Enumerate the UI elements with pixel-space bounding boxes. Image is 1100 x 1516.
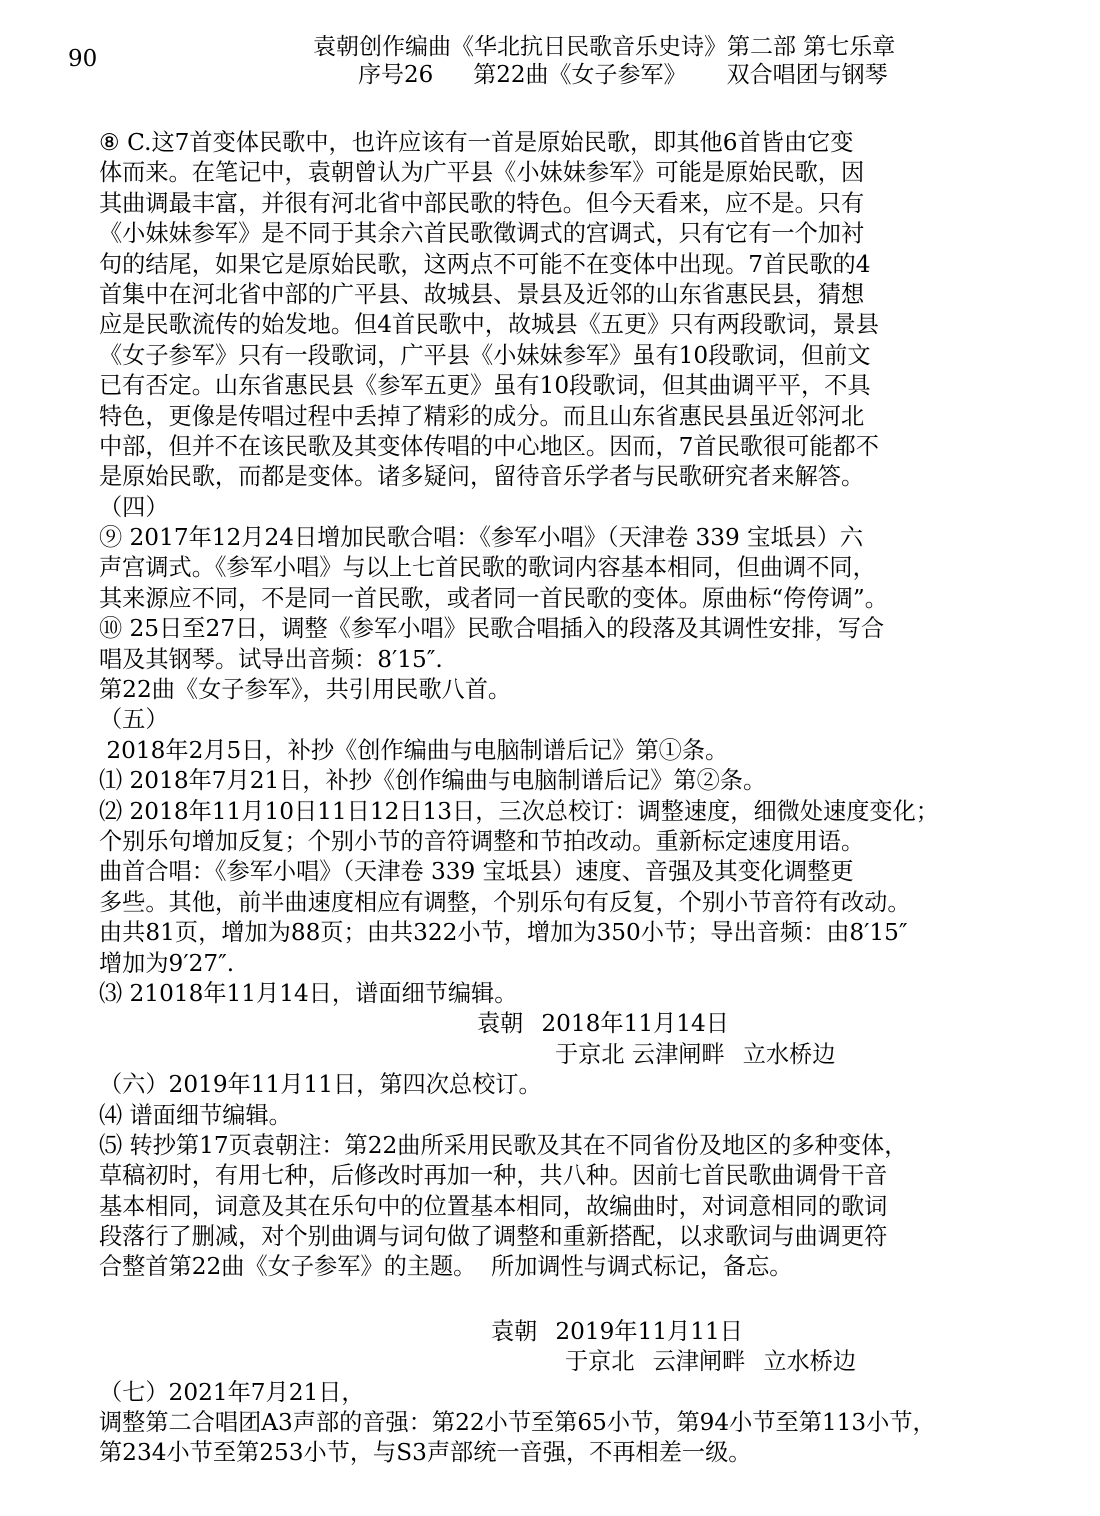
text-line: 个别乐句增加反复；个别小节的音符调整和节拍改动。重新标定速度用语。 [99,827,865,855]
signature-2 [99,1317,999,1347]
section-6 [99,1101,999,1283]
header-ensemble: 双合唱团与钢琴 [726,62,888,88]
section-7 [99,1408,999,1469]
text-line: ⑴ 2018年7月21日，补抄《创作编曲与电脑制谱后记》第②条。 [99,767,767,795]
text-line: 句的结尾，如果它是原始民歌，这两点不可能不在变体中出现。7首民歌的4 [99,250,871,278]
text-line: ⑩ 25日至27日，调整《参军小唱》民歌合唱插入的段落及其调性安排，写合 [99,615,885,643]
section-6-heading: （六）2019年11月11日，第四次总校订。 [99,1071,542,1099]
text-line: 体而来。在笔记中，袁朝曾认为广平县《小妹妹参军》可能是原始民歌，因 [99,159,865,187]
note-8 [99,128,999,493]
text-line: 2018年2月5日，补抄《创作编曲与电脑制谱后记》第①条。 [99,736,729,764]
text-line: ⑧ C.这7首变体民歌中，也许应该有一首是原始民歌，即其他6首皆由它变 [99,129,854,156]
text-line: ⑵ 2018年11月10日11日12日13日，三次总校订：调整速度，细微处速度变化； [99,797,939,825]
text-line: 应是民歌流传的始发地。但4首民歌中，故城县《五更》只有两段歌词，景县 [99,311,879,339]
text-line: 多些。其他，前半曲速度相应有调整，个别乐句有反复，个别小节音符有改动。 [99,888,911,916]
text-line: 声宫调式。《参军小唱》与以上七首民歌的歌词内容基本相同，但曲调不同， [99,554,876,582]
text-line: 唱及其钢琴。试导出音频：8′15″. [99,645,443,673]
section-5-heading: （五） [99,706,169,734]
text-line: 已有否定。山东省惠民县《参军五更》虽有10段歌词，但其曲调平平，不具 [99,372,871,400]
signature-name: 袁朝 [477,1010,524,1038]
note-10 [99,614,999,705]
text-line: 段落行了删减，对个别曲调与词句做了调整和重新搭配，以求歌词与曲调更符 [99,1223,888,1251]
text-line: ⑷ 谱面细节编辑。 [99,1101,292,1129]
header-subtitle [358,60,888,90]
text-line: 合整首第22曲《女子参军》的主题。 所加调性与调式标记，备忘。 [99,1253,793,1281]
page-number: 90 [68,46,98,72]
text-line: 特色，更像是传唱过程中丢掉了精彩的成分。而且山东省惠民县虽近邻河北 [99,402,865,430]
text-line: 曲首合唱：《参军小唱》（天津卷 339 宝坻县）速度、音强及其变化调整更 [99,858,854,886]
signature-place-2: 立水桥边 [742,1040,836,1068]
text-line: 调整第二合唱团A3声部的音强：第22小节至第65小节，第94小节至第113小节， [99,1409,936,1437]
text-line: 《女子参军》只有一段歌词，广平县《小妹妹参军》虽有10段歌词，但前文 [99,341,871,369]
text-line: 其来源应不同，不是同一首民歌，或者同一首民歌的变体。原曲标“侉侉调”。 [99,584,888,612]
text-line: ⑶ 21018年11月14日，谱面细节编辑。 [99,979,518,1007]
text-line: ⑨ 2017年12月24日增加民歌合唱：《参军小唱》（天津卷 339 宝坻县）六 [99,524,864,552]
text-line: 是原始民歌，而都是变体。诸多疑问，留待音乐学者与民歌研究者来解答。 [99,463,865,491]
header-piece: 第22曲《女子参军》 [473,62,687,88]
text-line: 中部，但并不在该民歌及其变体传唱的中心地区。因而，7首民歌很可能都不 [99,432,879,460]
text-line: 其曲调最丰富，并很有河北省中部民歌的特色。但今天看来，应不是。只有 [99,189,865,217]
text-line: 草稿初时，有用七种，后修改时再加一种，共八种。因前七首民歌曲调骨干音 [99,1162,888,1190]
text-line: 增加为9′27″. [99,949,235,977]
note-9 [99,523,999,614]
text-line: 第22曲《女子参军》，共引用民歌八首。 [99,676,512,704]
text-line: 基本相同，词意及其在乐句中的位置基本相同，故编曲时，对词意相同的歌词 [99,1192,888,1220]
signature-place: 于京北 [565,1348,635,1376]
signature-1-place [99,1040,999,1070]
signature-place: 于京北 云津闸畔 [555,1040,725,1068]
signature-place-3: 立水桥边 [763,1348,857,1376]
signature-2-place [99,1347,999,1377]
text-line: 第234小节至第253小节，与S3声部统一音强，不再相差一级。 [99,1439,752,1467]
signature-place-2: 云津闸畔 [652,1348,746,1376]
signature-date: 2019年11月11日 [555,1317,743,1345]
header-sequence: 序号26 [358,62,434,88]
text-line: 《小妹妹参军》是不同于其余六首民歌徵调式的宫调式，只有它有一个加衬 [99,220,865,248]
section-7-heading: （七）2021年7月21日， [99,1378,365,1406]
signature-date: 2018年11月14日 [541,1010,729,1038]
section-4-heading: （四） [99,493,169,521]
text-line: 首集中在河北省中部的广平县、故城县、景县及近邻的山东省惠民县，猜想 [99,280,865,308]
text-line: 由共81页，增加为88页；由共322小节，增加为350小节；导出音频：由8′15″ [99,919,908,947]
section-5 [99,736,999,1010]
signature-name: 袁朝 [491,1317,538,1345]
signature-1 [99,1009,999,1039]
header-title: 袁朝创作编曲《华北抗日民歌音乐史诗》第二部 第七乐章 [313,34,896,60]
document-body [99,128,999,1469]
text-line: ⑸ 转抄第17页袁朝注：第22曲所采用民歌及其在不同省份及地区的多种变体， [99,1131,908,1159]
